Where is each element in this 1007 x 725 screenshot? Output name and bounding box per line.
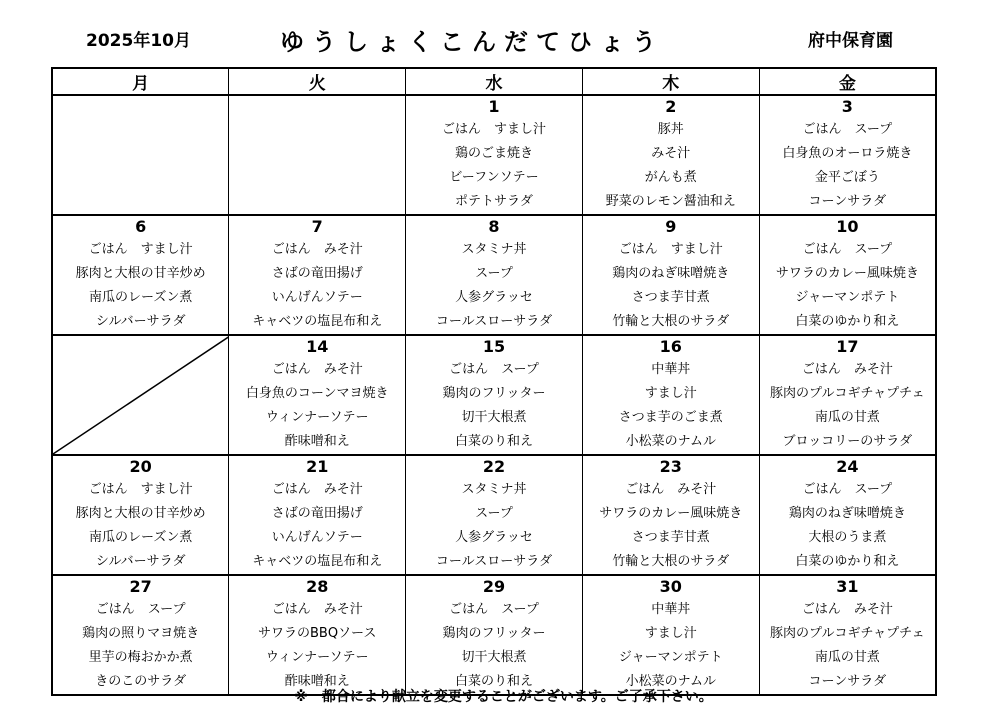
- menu-item: いんげんソテー: [229, 526, 406, 550]
- menu-item: ウィンナーソテー: [229, 406, 406, 430]
- date-cell: 28: [229, 575, 406, 598]
- menu-item: 切干大根煮: [406, 646, 583, 670]
- date-cell: 14: [229, 335, 406, 358]
- menu-item: みそ汁: [582, 142, 759, 166]
- footer-note: ※ 都合により献立を変更することがございます。ご了承下さい。: [294, 689, 713, 705]
- date-cell: 16: [582, 335, 759, 358]
- date-cell: 17: [759, 335, 936, 358]
- date-row: [52, 215, 936, 238]
- menu-item: 南瓜のレーズン煮: [52, 286, 229, 310]
- menu-item: ごはん みそ汁: [229, 238, 406, 262]
- menu-item: 酢味噌和え: [229, 670, 406, 695]
- menu-item: スタミナ丼: [406, 478, 583, 502]
- menu-item: 人参グラッセ: [406, 286, 583, 310]
- menu-item: すまし汁: [582, 622, 759, 646]
- menu-item: ごはん すまし汁: [52, 478, 229, 502]
- menu-item: 中華丼: [582, 598, 759, 622]
- menu-item: ブロッコリーのサラダ: [759, 430, 936, 455]
- menu-item: 白菜のゆかり和え: [759, 310, 936, 335]
- date-cell: 30: [582, 575, 759, 598]
- menu-item: ウィンナーソテー: [229, 646, 406, 670]
- menu-item: [229, 190, 406, 215]
- date-cell: 7: [229, 215, 406, 238]
- menu-item: 豚肉と大根の甘辛炒め: [52, 502, 229, 526]
- menu-item: コールスローサラダ: [406, 310, 583, 335]
- menu-item: 竹輪と大根のサラダ: [582, 550, 759, 575]
- menu-item: ポテトサラダ: [406, 190, 583, 215]
- diagonal-slash-line: [53, 336, 229, 454]
- holiday-slash-cell: [52, 335, 229, 455]
- menu-item: 南瓜の甘煮: [759, 406, 936, 430]
- menu-item: キャベツの塩昆布和え: [229, 310, 406, 335]
- menu-item: 中華丼: [582, 358, 759, 382]
- menu-item: ごはん スープ: [406, 358, 583, 382]
- menu-item-row: [52, 502, 936, 526]
- menu-item: 鶏肉のねぎ味噌焼き: [582, 262, 759, 286]
- menu-item: コールスローサラダ: [406, 550, 583, 575]
- menu-item: 豚肉と大根の甘辛炒め: [52, 262, 229, 286]
- menu-item: ごはん スープ: [759, 478, 936, 502]
- menu-item: [52, 166, 229, 190]
- date-cell: 24: [759, 455, 936, 478]
- weekday-header: 月: [52, 68, 229, 95]
- menu-item: [229, 166, 406, 190]
- menu-item: 鶏肉の照りマヨ焼き: [52, 622, 229, 646]
- date-cell: 3: [759, 95, 936, 118]
- weekday-header: 火: [229, 68, 406, 95]
- menu-item: [52, 142, 229, 166]
- menu-item-row: [52, 478, 936, 502]
- weekday-header: 水: [406, 68, 583, 95]
- menu-item: ごはん すまし汁: [582, 238, 759, 262]
- menu-item: 大根のうま煮: [759, 526, 936, 550]
- menu-item-row: [52, 646, 936, 670]
- menu-item: ごはん みそ汁: [229, 358, 406, 382]
- menu-item: ごはん スープ: [52, 598, 229, 622]
- menu-item: 竹輪と大根のサラダ: [582, 310, 759, 335]
- date-cell: 29: [406, 575, 583, 598]
- date-row: [52, 335, 936, 358]
- date-cell: 6: [52, 215, 229, 238]
- menu-item: さつま芋のごま煮: [582, 406, 759, 430]
- date-cell: [52, 95, 229, 118]
- weekday-header: 木: [582, 68, 759, 95]
- menu-item-row: [52, 550, 936, 575]
- menu-item-row: [52, 166, 936, 190]
- menu-item: ごはん スープ: [759, 238, 936, 262]
- date-row: [52, 95, 936, 118]
- menu-item: 里芋の梅おかか煮: [52, 646, 229, 670]
- menu-item: サワラのBBQソース: [229, 622, 406, 646]
- menu-item: 小松菜のナムル: [582, 670, 759, 695]
- menu-item: スープ: [406, 262, 583, 286]
- menu-item-row: [52, 190, 936, 215]
- menu-item: ごはん スープ: [406, 598, 583, 622]
- menu-item: ジャーマンポテト: [759, 286, 936, 310]
- menu-item: いんげんソテー: [229, 286, 406, 310]
- menu-item: 鶏肉のねぎ味噌焼き: [759, 502, 936, 526]
- menu-item: さばの竜田揚げ: [229, 502, 406, 526]
- menu-item: さつま芋甘煮: [582, 286, 759, 310]
- menu-item: 切干大根煮: [406, 406, 583, 430]
- date-cell: 27: [52, 575, 229, 598]
- menu-item: サワラのカレー風味焼き: [759, 262, 936, 286]
- menu-item: 白身魚のオーロラ焼き: [759, 142, 936, 166]
- menu-item: ごはん みそ汁: [582, 478, 759, 502]
- menu-item: 白身魚のコーンマヨ焼き: [229, 382, 406, 406]
- menu-item-row: [52, 526, 936, 550]
- menu-item: 金平ごぼう: [759, 166, 936, 190]
- menu-item: ごはん みそ汁: [759, 598, 936, 622]
- menu-item-row: [52, 262, 936, 286]
- menu-item: すまし汁: [582, 382, 759, 406]
- date-cell: 20: [52, 455, 229, 478]
- menu-item: ビーフンソテー: [406, 166, 583, 190]
- menu-item: シルバーサラダ: [52, 310, 229, 335]
- date-cell: 1: [406, 95, 583, 118]
- menu-item: 白菜のり和え: [406, 670, 583, 695]
- menu-item: 豚肉のプルコギチャプチェ: [759, 382, 936, 406]
- menu-item: コーンサラダ: [759, 670, 936, 695]
- menu-item: ごはん みそ汁: [229, 478, 406, 502]
- menu-item: ごはん みそ汁: [229, 598, 406, 622]
- menu-item-row: [52, 142, 936, 166]
- date-cell: 8: [406, 215, 583, 238]
- menu-item: 鶏のごま焼き: [406, 142, 583, 166]
- menu-item: スープ: [406, 502, 583, 526]
- menu-item: 豚丼: [582, 118, 759, 142]
- menu-item: 南瓜のレーズン煮: [52, 526, 229, 550]
- menu-item: [52, 190, 229, 215]
- menu-item: ジャーマンポテト: [582, 646, 759, 670]
- menu-item: 白菜のゆかり和え: [759, 550, 936, 575]
- menu-item: さばの竜田揚げ: [229, 262, 406, 286]
- menu-calendar-table: [51, 67, 937, 696]
- date-cell: [229, 95, 406, 118]
- menu-item: 野菜のレモン醤油和え: [582, 190, 759, 215]
- date-row: [52, 575, 936, 598]
- menu-item: キャベツの塩昆布和え: [229, 550, 406, 575]
- menu-item: 豚肉のプルコギチャプチェ: [759, 622, 936, 646]
- weekday-header-row: [52, 68, 936, 95]
- menu-item: 鶏肉のフリッター: [406, 622, 583, 646]
- menu-item: 人参グラッセ: [406, 526, 583, 550]
- menu-item: [229, 142, 406, 166]
- menu-item-row: [52, 310, 936, 335]
- date-cell: 23: [582, 455, 759, 478]
- menu-item-row: [52, 238, 936, 262]
- month-label: 2025年10月: [86, 31, 191, 51]
- menu-item: 鶏肉のフリッター: [406, 382, 583, 406]
- menu-item: ごはん すまし汁: [52, 238, 229, 262]
- menu-item-row: [52, 286, 936, 310]
- page-title: ゆうしょくこんだてひょう: [280, 28, 664, 56]
- menu-item: きのこのサラダ: [52, 670, 229, 695]
- weekday-header: 金: [759, 68, 936, 95]
- menu-item: がんも煮: [582, 166, 759, 190]
- menu-item: 酢味噌和え: [229, 430, 406, 455]
- date-cell: 21: [229, 455, 406, 478]
- date-row: [52, 455, 936, 478]
- menu-item: 小松菜のナムル: [582, 430, 759, 455]
- date-cell: 10: [759, 215, 936, 238]
- menu-item: [52, 118, 229, 142]
- menu-item: サワラのカレー風味焼き: [582, 502, 759, 526]
- school-name: 府中保育園: [808, 31, 893, 51]
- menu-item: スタミナ丼: [406, 238, 583, 262]
- menu-item: ごはん スープ: [759, 118, 936, 142]
- menu-item: 白菜のり和え: [406, 430, 583, 455]
- date-cell: 2: [582, 95, 759, 118]
- date-cell: 31: [759, 575, 936, 598]
- menu-item: ごはん すまし汁: [406, 118, 583, 142]
- date-cell: 9: [582, 215, 759, 238]
- menu-item: さつま芋甘煮: [582, 526, 759, 550]
- menu-item-row: [52, 598, 936, 622]
- menu-item: ごはん みそ汁: [759, 358, 936, 382]
- menu-item: シルバーサラダ: [52, 550, 229, 575]
- menu-item-row: [52, 118, 936, 142]
- date-cell: 15: [406, 335, 583, 358]
- menu-item: コーンサラダ: [759, 190, 936, 215]
- menu-item: 南瓜の甘煮: [759, 646, 936, 670]
- menu-item-row: [52, 622, 936, 646]
- menu-item: [229, 118, 406, 142]
- date-cell: 22: [406, 455, 583, 478]
